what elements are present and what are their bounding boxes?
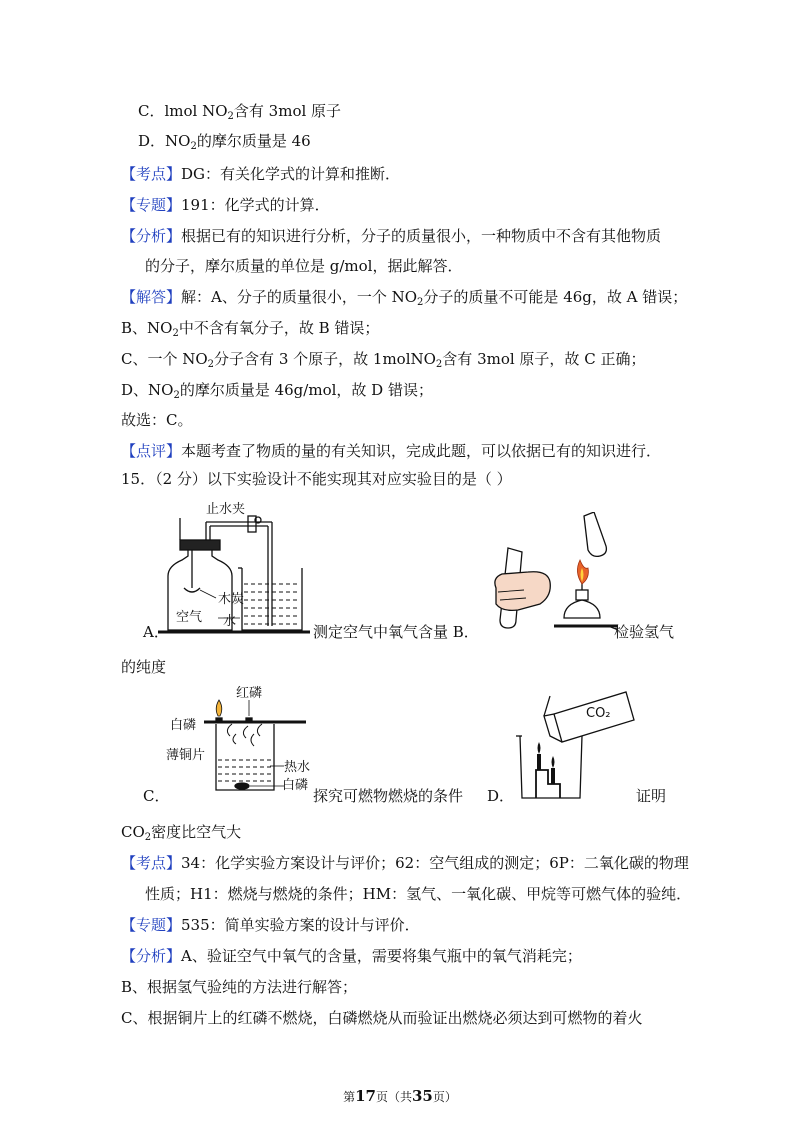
option-d-line: D．$NO_2$的摩尔质量是 46 [138, 132, 311, 152]
jieda-line-d: D、$NO_2$的摩尔质量是 46g/mol，故 D 错误； [121, 381, 433, 401]
fig-c-red-p-label: 红磷 [236, 686, 263, 701]
jieda-line-a: 【解答】解：A、分子的质量很小，一个 $NO_2$分子的质量不可能是 46g，故 A 错误； [121, 288, 688, 308]
page-footer: 第17页（共35页） [343, 1087, 457, 1105]
fenxi2-line-b: B、根据氢气验纯的方法进行解答； [121, 978, 358, 996]
fig-c-white-p-label: 白磷 [170, 718, 197, 733]
fenxi2-line-c: C、根据铜片上的红磷不燃烧，白磷燃烧从而验证出燃烧必须达到可燃物的着火 [121, 1009, 643, 1027]
option-a-text: 测定空气中氧气含量 B． [313, 623, 479, 641]
option-c-letter: C． [143, 787, 170, 805]
jieda-line-b: B、$NO_2$中不含有氧分子，故 B 错误； [121, 319, 380, 339]
option-b-text: 检验氢气 [614, 623, 675, 641]
fenxi-line-2: 的分子，摩尔质量的单位是 g/mol，据此解答． [145, 257, 463, 275]
figure-b-hand-test-tube [488, 512, 634, 636]
option-c-line: C．lmol $NO_2$含有 3mol 原子 [138, 102, 342, 122]
zhuanti2-line: 【专题】535：简单实验方案的设计与评价． [121, 916, 420, 934]
figure-d-co2-beaker [514, 686, 638, 804]
fig-a-water-label: 水 [223, 614, 237, 629]
option-d-text: 证明 [636, 787, 667, 805]
jieda-line-c: C、一个 $NO_2$分子含有 3 个原子，故 1molNO$_2$含有 3mol 原子，故 C 正确； [121, 350, 646, 370]
option-d-text-2: $CO_2$密度比空气大 [121, 823, 242, 843]
kaodian2-line-1: 【考点】34：化学实验方案设计与评价；62：空气组成的测定；6P：二氧化碳的物理 [121, 854, 689, 872]
option-c-text: 探究可燃物燃烧的条件 [313, 787, 464, 805]
fenxi-line-1: 【分析】根据已有的知识进行分析，分子的质量很小，一种物质中不含有其他物质 [121, 227, 662, 245]
fig-a-air-label: 空气 [176, 610, 203, 625]
option-b-text-2: 的纯度 [121, 658, 167, 676]
fig-c-white-p2-label: 白磷 [282, 778, 309, 793]
option-a-letter: A． [143, 623, 169, 641]
fig-a-charcoal-label: 木炭 [218, 592, 245, 607]
zhuanti-line: 【专题】191：化学式的计算． [121, 196, 330, 214]
kaodian2-line-2: 性质；H1：燃烧与燃烧的条件；HM：氢气、一氧化碳、甲烷等可燃气体的验纯． [145, 885, 692, 903]
guxuan-line: 故选：C。 [121, 411, 193, 429]
fig-c-copper-label: 薄铜片 [166, 748, 206, 763]
question-15: 15．（2 分）以下实验设计不能实现其对应实验目的是（ ） [121, 470, 512, 488]
fenxi2-line-a: 【分析】A、验证空气中氧气的含量，需要将集气瓶中的氧气消耗完； [121, 947, 582, 965]
fig-d-co2-label: CO₂ [586, 706, 611, 721]
fig-c-hot-water-label: 热水 [284, 760, 311, 775]
dianping-line: 【点评】本题考查了物质的量的有关知识，完成此题，可以依据已有的知识进行． [121, 442, 662, 460]
option-d-letter: D． [487, 787, 515, 805]
fig-a-clamp-label: 止水夹 [206, 502, 246, 517]
kaodian-line: 【考点】DG：有关化学式的计算和推断． [121, 165, 401, 183]
